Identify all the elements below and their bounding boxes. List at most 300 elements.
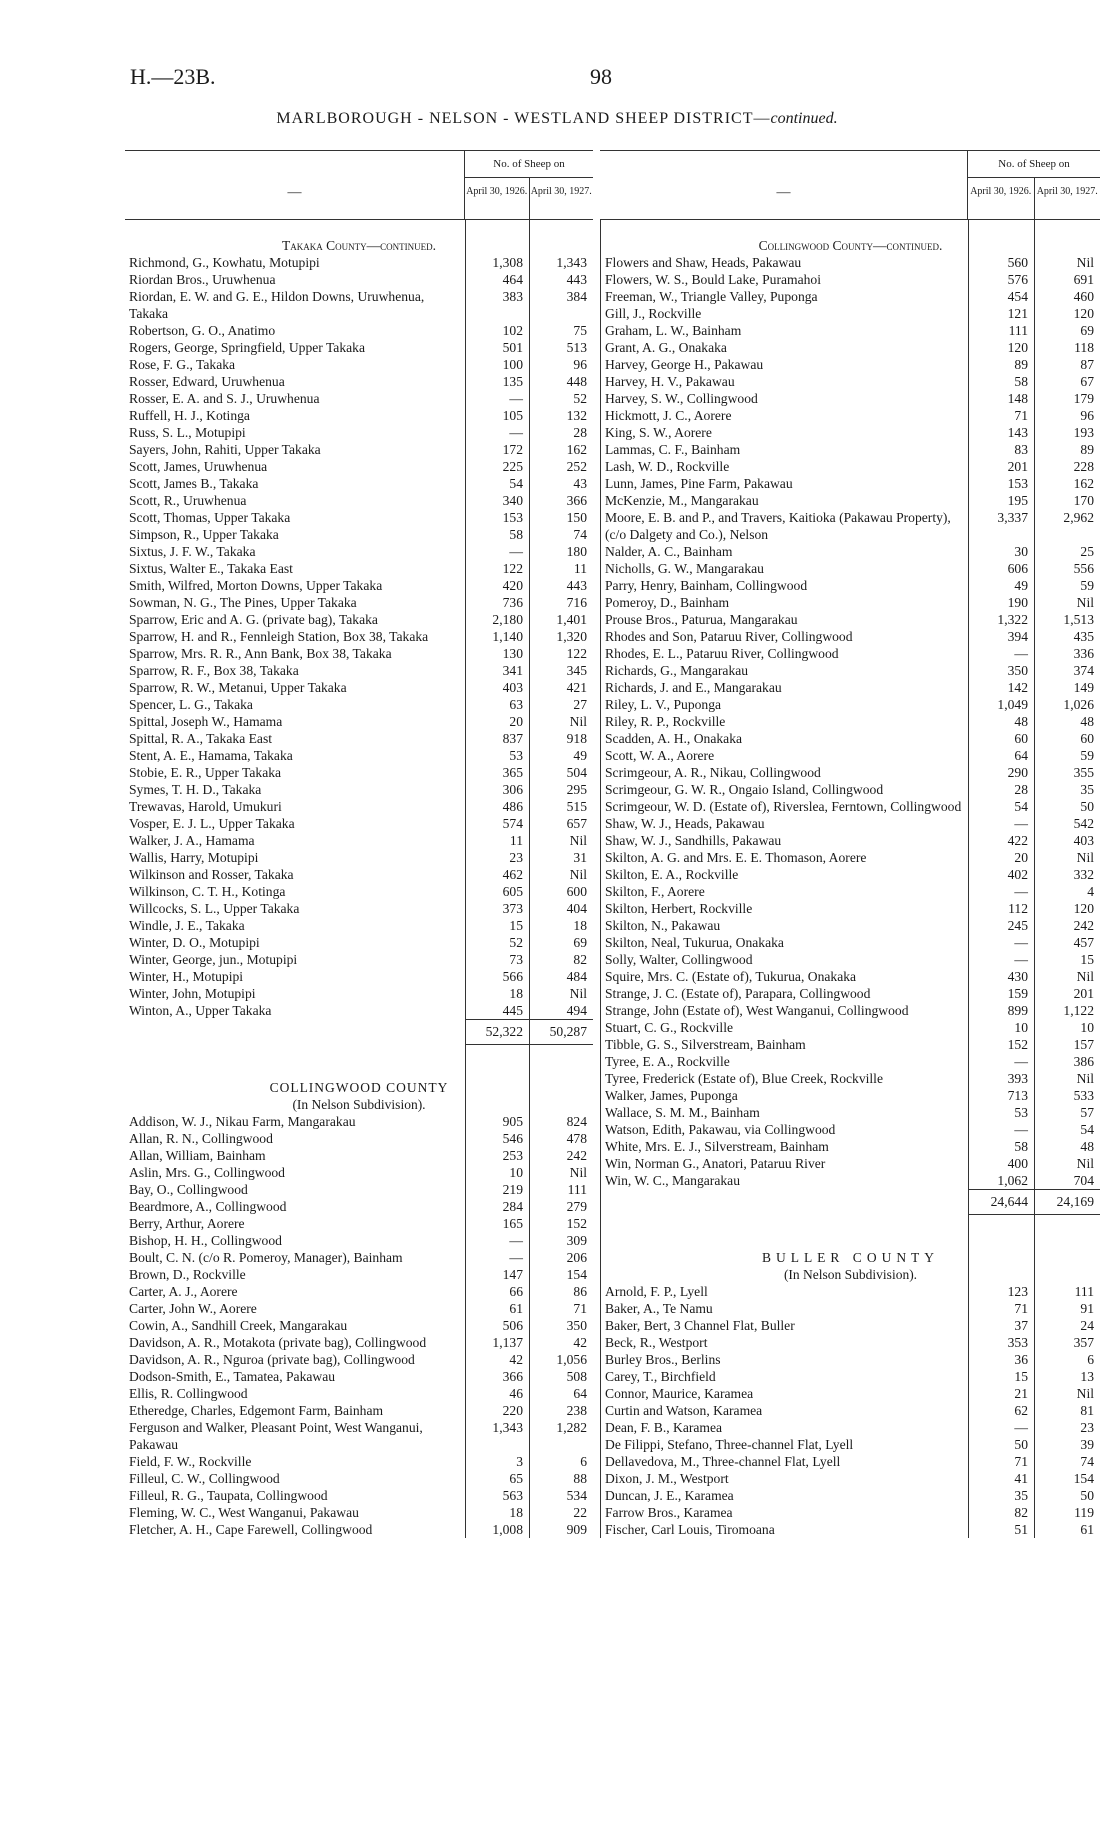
table-row [125, 900, 593, 917]
row-name: Vosper, E. J. L., Upper Takaka [129, 816, 295, 831]
table-row [601, 611, 1100, 628]
row-name: Russ, S. L., Motupipi [129, 425, 246, 440]
value-1926: 420 [502, 578, 523, 593]
table-row [601, 713, 1100, 730]
table-row [125, 339, 593, 356]
value-1926: 353 [1007, 1335, 1028, 1350]
table-row [601, 1419, 1100, 1436]
value-1927: 180 [566, 544, 587, 559]
value-1927: Nil [1076, 1386, 1094, 1401]
value-1927: 421 [566, 680, 587, 695]
value-1927: Nil [1076, 1156, 1094, 1171]
table-row [601, 764, 1100, 781]
value-1927: 27 [573, 697, 587, 712]
value-1927: 48 [1080, 714, 1094, 729]
value-1926: — [509, 1250, 523, 1265]
table-row [601, 1436, 1100, 1453]
header-dash: — [776, 185, 791, 200]
value-1927: 716 [566, 595, 587, 610]
table-row [125, 1113, 593, 1130]
table-row [125, 594, 593, 611]
row-name: Baker, Bert, 3 Channel Flat, Buller [605, 1318, 795, 1333]
spacer [125, 220, 593, 237]
value-1927: 484 [566, 969, 587, 984]
row-name: Ruffell, H. J., Kotinga [129, 408, 250, 423]
row-name: Rosser, Edward, Uruwhenua [129, 374, 285, 389]
value-1926: 3 [516, 1454, 523, 1469]
header-year-1926: April 30, 1926. [970, 186, 1032, 197]
value-1926: 120 [1007, 340, 1028, 355]
value-1926: 35 [1014, 1488, 1028, 1503]
row-name: Scrimgeour, G. W. R., Ongaio Island, Collingwood [605, 782, 884, 797]
section-title: COLLINGWOOD COUNTY [269, 1080, 449, 1095]
header-year-1926: April 30, 1926. [466, 186, 528, 197]
value-1926: 393 [1007, 1071, 1028, 1086]
value-1927: 238 [566, 1403, 587, 1418]
table-row [125, 390, 593, 407]
row-name: Hickmott, J. C., Aorere [605, 408, 732, 423]
value-1926: 566 [502, 969, 523, 984]
value-1927: 252 [566, 459, 587, 474]
total-label [125, 1019, 465, 1045]
value-1927: 10 [1080, 1020, 1094, 1035]
value-1927: 69 [573, 935, 587, 950]
value-1927: 18 [573, 918, 587, 933]
page-title-continued: continued. [770, 110, 838, 127]
table-row [601, 424, 1100, 441]
value-1927: 74 [573, 527, 587, 542]
value-1927: 64 [573, 1386, 587, 1401]
value-1927: 157 [1073, 1037, 1094, 1052]
table-row [125, 917, 593, 934]
page-number: 98 [590, 64, 612, 89]
spacer [601, 1232, 1100, 1249]
table-row [125, 475, 593, 492]
value-1926: 220 [502, 1403, 523, 1418]
value-1927: 162 [566, 442, 587, 457]
table-row [125, 662, 593, 679]
value-1927: 60 [1080, 731, 1094, 746]
value-1926: 383 [502, 289, 523, 304]
value-1927: 86 [573, 1284, 587, 1299]
value-1926: 49 [1014, 578, 1028, 593]
value-1926: 71 [1014, 408, 1028, 423]
value-1927: 150 [566, 510, 587, 525]
row-name: Wilkinson, C. T. H., Kotinga [129, 884, 286, 899]
table-row [601, 798, 1100, 815]
table-row [125, 458, 593, 475]
value-1926: 1,008 [492, 1522, 523, 1537]
value-1926: 430 [1007, 969, 1028, 984]
value-1926: 143 [1007, 425, 1028, 440]
table-row [125, 1368, 593, 1385]
value-1927: 48 [1080, 1139, 1094, 1154]
total-1927: 24,169 [1034, 1189, 1100, 1215]
row-name: Grant, A. G., Onakaka [605, 340, 727, 355]
row-name: Ferguson and Walker, Pleasant Point, West Wanganui, Pakawau [129, 1420, 423, 1452]
row-name: Carter, A. J., Aorere [129, 1284, 238, 1299]
row-name: Spittal, Joseph W., Hamama [129, 714, 283, 729]
table-row [125, 356, 593, 373]
table-row [601, 900, 1100, 917]
value-1927: 404 [566, 901, 587, 916]
page-title [0, 110, 1114, 128]
value-1926: 1,140 [492, 629, 523, 644]
table-row [601, 645, 1100, 662]
total-1926: 52,322 [465, 1019, 529, 1045]
table-row [601, 662, 1100, 679]
table-row [125, 254, 593, 271]
table-row [125, 679, 593, 696]
table-row [125, 373, 593, 390]
value-1927: 386 [1073, 1054, 1094, 1069]
value-1927: 154 [566, 1267, 587, 1282]
row-name: Fischer, Carl Louis, Tiromoana [605, 1522, 775, 1537]
value-1926: 1,322 [997, 612, 1028, 627]
value-1927: 43 [573, 476, 587, 491]
table-row [601, 407, 1100, 424]
table-row [601, 951, 1100, 968]
value-1927: 1,282 [556, 1420, 587, 1435]
value-1927: 357 [1073, 1335, 1094, 1350]
row-name: Shaw, W. J., Sandhills, Pakawau [605, 833, 782, 848]
table-row [125, 1002, 593, 1019]
row-name: Brown, D., Rockville [129, 1267, 246, 1282]
value-1926: 253 [502, 1148, 523, 1163]
value-1926: 373 [502, 901, 523, 916]
header-year-1927: April 30, 1927. [1034, 178, 1101, 219]
value-1926: 61 [509, 1301, 523, 1316]
value-1926: — [1014, 884, 1028, 899]
section-title: Collingwood County—continued. [758, 238, 943, 253]
row-name: Robertson, G. O., Anatimo [129, 323, 276, 338]
row-name: Sayers, John, Rahiti, Upper Takaka [129, 442, 321, 457]
value-1927: 162 [1073, 476, 1094, 491]
row-name: Pomeroy, D., Bainham [605, 595, 730, 610]
value-1927: 366 [566, 493, 587, 508]
table-row [125, 1249, 593, 1266]
row-name: Freeman, W., Triangle Valley, Puponga [605, 289, 818, 304]
row-name: Windle, J. E., Takaka [129, 918, 245, 933]
value-1927: 81 [1080, 1403, 1094, 1418]
value-1926: — [1014, 646, 1028, 661]
row-name: Sixtus, Walter E., Takaka East [129, 561, 293, 576]
table-row [601, 917, 1100, 934]
value-1927: 69 [1080, 323, 1094, 338]
value-1926: 153 [1007, 476, 1028, 491]
value-1926: 1,137 [492, 1335, 523, 1350]
row-name: Strange, J. C. (Estate of), Parapara, Collingwood [605, 986, 871, 1001]
row-name: Sparrow, Eric and A. G. (private bag), Takaka [129, 612, 378, 627]
row-name: Allan, William, Bainham [129, 1148, 266, 1163]
value-1926: 574 [502, 816, 523, 831]
row-name: Allan, R. N., Collingwood [129, 1131, 273, 1146]
row-name: Win, W. C., Mangarakau [605, 1173, 740, 1188]
row-name: Rosser, E. A. and S. J., Uruwhenua [129, 391, 320, 406]
row-name: Sowman, N. G., The Pines, Upper Takaka [129, 595, 357, 610]
table-row [125, 1164, 593, 1181]
row-name: White, Mrs. E. J., Silverstream, Bainham [605, 1139, 829, 1154]
value-1926: — [509, 544, 523, 559]
table-row [601, 271, 1100, 288]
table-row [601, 883, 1100, 900]
row-name: Sparrow, H. and R., Fennleigh Station, Box 38, Takaka [129, 629, 429, 644]
value-1926: 402 [1007, 867, 1028, 882]
value-1926: — [1014, 816, 1028, 831]
value-1927: 1,343 [556, 255, 587, 270]
table-row [601, 322, 1100, 339]
right-column [600, 150, 1100, 1810]
row-name: Davidson, A. R., Nguroa (private bag), Collingwood [129, 1352, 415, 1367]
value-1926: 306 [502, 782, 523, 797]
table-row [601, 1368, 1100, 1385]
row-name: Rhodes and Son, Pataruu River, Collingwood [605, 629, 853, 644]
value-1926: 1,308 [492, 255, 523, 270]
value-1927: 88 [573, 1471, 587, 1486]
value-1926: 195 [1007, 493, 1028, 508]
value-1927: Nil [569, 833, 587, 848]
row-name: Moore, E. B. and P., and Travers, Kaitioka (Pakawau Property), (c/o Dalgety and Co.), Nelson [605, 510, 951, 542]
value-1927: 704 [1073, 1173, 1094, 1188]
row-name: Riley, L. V., Puponga [605, 697, 722, 712]
value-1927: 534 [566, 1488, 587, 1503]
table-row [125, 543, 593, 560]
row-name: Boult, C. N. (c/o R. Pomeroy, Manager), Bainham [129, 1250, 403, 1265]
table-row [601, 475, 1100, 492]
value-1927: 59 [1080, 748, 1094, 763]
table-row [125, 985, 593, 1002]
row-name: Burley Bros., Berlins [605, 1352, 721, 1367]
value-1927: 600 [566, 884, 587, 899]
value-1926: — [509, 391, 523, 406]
left-table-body [125, 220, 593, 1538]
row-name: Fletcher, A. H., Cape Farewell, Collingwood [129, 1522, 373, 1537]
table-row [601, 1283, 1100, 1300]
table-row [601, 492, 1100, 509]
table-row [601, 781, 1100, 798]
value-1927: 478 [566, 1131, 587, 1146]
value-1926: 1,343 [492, 1420, 523, 1435]
row-name: Nalder, A. C., Bainham [605, 544, 733, 559]
value-1927: Nil [1076, 850, 1094, 865]
row-name: Sixtus, J. F. W., Takaka [129, 544, 256, 559]
document-code: H.—23B. [130, 64, 216, 89]
row-name: Walker, J. A., Hamama [129, 833, 255, 848]
row-name: Harvey, George H., Pakawau [605, 357, 764, 372]
value-1926: 46 [509, 1386, 523, 1401]
value-1927: 119 [1074, 1505, 1094, 1520]
table-row [125, 1232, 593, 1249]
row-name: Stobie, E. R., Upper Takaka [129, 765, 282, 780]
table-row [125, 1130, 593, 1147]
table-row [125, 1266, 593, 1283]
table-row [125, 1198, 593, 1215]
row-name: Dixon, J. M., Westport [605, 1471, 729, 1486]
value-1926: 245 [1007, 918, 1028, 933]
table-row [601, 679, 1100, 696]
row-name: Berry, Arthur, Aorere [129, 1216, 245, 1231]
table-row [601, 356, 1100, 373]
row-name: Winter, D. O., Motupipi [129, 935, 260, 950]
table-row [601, 288, 1100, 305]
row-name: Solly, Walter, Collingwood [605, 952, 753, 967]
header-dash: — [287, 185, 302, 200]
value-1926: 736 [502, 595, 523, 610]
row-name: Fleming, W. C., West Wanganui, Pakawau [129, 1505, 359, 1520]
row-name: Cowin, A., Sandhill Creek, Mangarakau [129, 1318, 348, 1333]
value-1926: 23 [509, 850, 523, 865]
table-row [601, 1487, 1100, 1504]
value-1927: Nil [1076, 255, 1094, 270]
value-1927: 556 [1073, 561, 1094, 576]
table-row [601, 509, 1100, 543]
value-1927: 279 [566, 1199, 587, 1214]
table-row [125, 764, 593, 781]
table-row [601, 866, 1100, 883]
value-1927: 918 [566, 731, 587, 746]
value-1926: 21 [1014, 1386, 1028, 1401]
value-1926: 121 [1007, 306, 1028, 321]
table-row [125, 1147, 593, 1164]
row-name: Graham, L. W., Bainham [605, 323, 742, 338]
table-row [601, 1453, 1100, 1470]
value-1926: — [509, 1233, 523, 1248]
row-name: Skilton, N., Pakawau [605, 918, 721, 933]
value-1927: 50 [1080, 799, 1094, 814]
value-1927: 61 [1080, 1522, 1094, 1537]
value-1926: 112 [1008, 901, 1028, 916]
value-1926: — [1014, 952, 1028, 967]
row-name: Harvey, H. V., Pakawau [605, 374, 735, 389]
section-subtitle: (In Nelson Subdivision). [783, 1267, 918, 1282]
value-1926: 147 [502, 1267, 523, 1282]
spacer [601, 220, 1100, 237]
table-row [601, 254, 1100, 271]
table-row [125, 271, 593, 288]
row-name: Skilton, E. A., Rockville [605, 867, 739, 882]
value-1926: 142 [1007, 680, 1028, 695]
row-name: Dodson-Smith, E., Tamatea, Pakawau [129, 1369, 336, 1384]
row-name: Flowers and Shaw, Heads, Pakawau [605, 255, 802, 270]
value-1927: 111 [1074, 1284, 1094, 1299]
row-name: Symes, T. H. D., Takaka [129, 782, 262, 797]
table-row [125, 1317, 593, 1334]
value-1927: Nil [569, 867, 587, 882]
value-1926: 65 [509, 1471, 523, 1486]
table-row [601, 1019, 1100, 1036]
value-1927: Nil [1076, 1071, 1094, 1086]
row-name: Skilton, Neal, Tukurua, Onakaka [605, 935, 784, 950]
row-name: Wallace, S. M. M., Bainham [605, 1105, 760, 1120]
row-name: Lash, W. D., Rockville [605, 459, 730, 474]
section-subtitle: (In Nelson Subdivision). [292, 1097, 426, 1112]
spacer [601, 1215, 1100, 1232]
value-1926: 340 [502, 493, 523, 508]
table-row [125, 441, 593, 458]
value-1927: 87 [1080, 357, 1094, 372]
value-1926: 422 [1007, 833, 1028, 848]
header-year-1927: April 30, 1927. [529, 178, 594, 219]
table-row [601, 1104, 1100, 1121]
value-1927: 515 [566, 799, 587, 814]
row-name: Beck, R., Westport [605, 1335, 708, 1350]
value-1927: 1,513 [1063, 612, 1094, 627]
row-name: Spittal, R. A., Takaka East [129, 731, 273, 746]
table-row [125, 560, 593, 577]
value-1927: 909 [566, 1522, 587, 1537]
value-1927: Nil [1076, 595, 1094, 610]
table-row [601, 339, 1100, 356]
table-row [125, 1402, 593, 1419]
row-name: McKenzie, M., Mangarakau [605, 493, 759, 508]
value-1926: 58 [1014, 374, 1028, 389]
value-1927: 35 [1080, 782, 1094, 797]
table-row [125, 968, 593, 985]
total-1926: 24,644 [968, 1189, 1034, 1215]
table-row [601, 1504, 1100, 1521]
value-1927: 1,122 [1063, 1003, 1094, 1018]
value-1927: 448 [566, 374, 587, 389]
row-name: Tibble, G. S., Silverstream, Bainham [605, 1037, 806, 1052]
value-1927: 443 [566, 578, 587, 593]
value-1927: 6 [580, 1454, 587, 1469]
value-1926: 152 [1007, 1037, 1028, 1052]
value-1926: 546 [502, 1131, 523, 1146]
page-title-main: MARLBOROUGH - NELSON - WESTLAND SHEEP DISTRICT— [276, 110, 771, 127]
table-row [601, 1521, 1100, 1538]
table-row [601, 543, 1100, 560]
value-1927: Nil [569, 986, 587, 1001]
value-1926: 606 [1007, 561, 1028, 576]
table-row [125, 730, 593, 747]
row-name: Willcocks, S. L., Upper Takaka [129, 901, 300, 916]
value-1926: 20 [1014, 850, 1028, 865]
row-name: Winter, George, jun., Motupipi [129, 952, 298, 967]
value-1926: 501 [502, 340, 523, 355]
left-table-header [125, 151, 593, 220]
row-name: Tyree, E. A., Rockville [605, 1054, 730, 1069]
table-row [601, 832, 1100, 849]
row-name: Nicholls, G. W., Mangarakau [605, 561, 764, 576]
row-name: Lunn, James, Pine Farm, Pakawau [605, 476, 793, 491]
value-1927: 152 [566, 1216, 587, 1231]
value-1927: 460 [1073, 289, 1094, 304]
section-title: BULLER COUNTY [761, 1250, 940, 1265]
table-row [601, 1317, 1100, 1334]
table-row [125, 577, 593, 594]
value-1926: 52 [509, 935, 523, 950]
right-table-body [600, 220, 1100, 1538]
row-name: Shaw, W. J., Heads, Pakawau [605, 816, 765, 831]
value-1927: 542 [1073, 816, 1094, 831]
value-1926: 42 [509, 1352, 523, 1367]
value-1927: 345 [566, 663, 587, 678]
table-row [125, 509, 593, 526]
row-name: King, S. W., Aorere [605, 425, 712, 440]
value-1926: 30 [1014, 544, 1028, 559]
value-1927: 111 [567, 1182, 587, 1197]
table-row [601, 1036, 1100, 1053]
value-1926: 10 [1014, 1020, 1028, 1035]
row-name: Walker, James, Puponga [605, 1088, 738, 1103]
table-row [601, 1351, 1100, 1368]
value-1927: 403 [1073, 833, 1094, 848]
value-1926: 123 [1007, 1284, 1028, 1299]
value-1926: 15 [509, 918, 523, 933]
table-row [601, 628, 1100, 645]
value-1926: 62 [1014, 1403, 1028, 1418]
row-name: Scott, R., Uruwhenua [129, 493, 247, 508]
